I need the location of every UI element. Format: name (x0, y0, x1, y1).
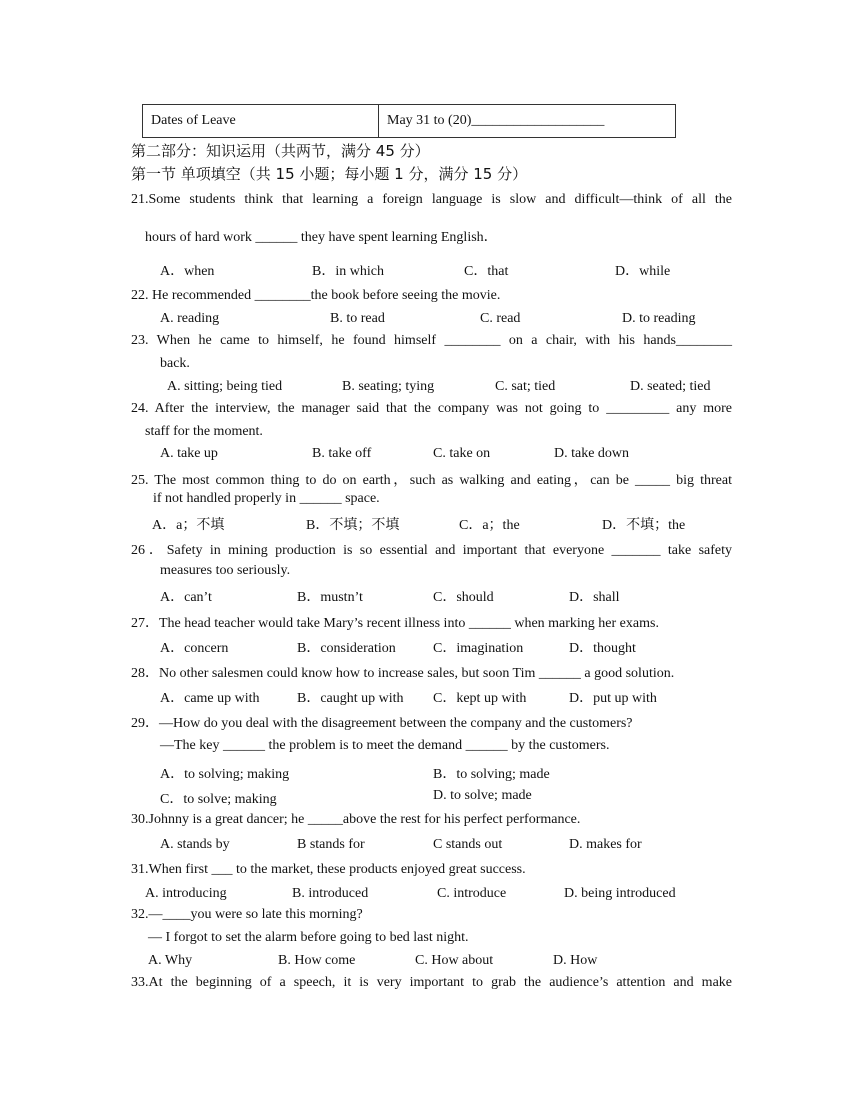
dates-of-leave-value: May 31 to (20)___________________ (379, 105, 676, 138)
q29-option-b: B．to solving; made (433, 767, 550, 782)
q29-option-a: A．to solving; making (160, 767, 290, 782)
q28-option-b: B．caught up with (297, 691, 404, 706)
q25-option-b: B．不填；不填 (306, 518, 400, 533)
q30-option-d: D. makes for (569, 837, 642, 852)
q30-stem: 30.Johnny is a great dancer; he _____above the rest for his perfect performance. (131, 812, 581, 827)
q25-stem-line2: if not handled properly in ______ space. (153, 491, 380, 506)
q21-option-b: B．in which (312, 264, 384, 279)
q26-option-a: A．can’t (160, 590, 212, 605)
q32-stem-line1: 32.—____you were so late this morning? (131, 907, 363, 922)
q28-option-a: A．came up with (160, 691, 260, 706)
q27-option-a: A．concern (160, 641, 229, 656)
q25-option-a: A．a；不填 (152, 518, 225, 533)
q22-option-a: A. reading (160, 311, 220, 326)
q25-stem-line1: 25. The most common thing to do on earth，such as walking and eating，can be _____ big threat (131, 473, 732, 488)
q24-option-a: A. take up (160, 446, 218, 461)
q33-stem-line1: 33.At the beginning of a speech, it is very important to grab the audience’s attention and make (131, 975, 732, 990)
q22-option-c: C. read (480, 311, 521, 326)
q24-option-b: B. take off (312, 446, 372, 461)
q26-stem-line1: 26．Safety in mining production is so essential and important that everyone _______ take safety (131, 543, 732, 558)
q21-option-c: C．that (464, 264, 509, 279)
q22-option-b: B. to read (330, 311, 385, 326)
q25-option-d: D．不填；the (602, 518, 686, 533)
q29-stem-line1: 29．—How do you deal with the disagreement between the company and the customers? (131, 716, 633, 731)
q31-option-a: A. introducing (145, 886, 227, 901)
q24-option-c: C. take on (433, 446, 491, 461)
q27-option-d: D．thought (569, 641, 636, 656)
q24-option-d: D. take down (554, 446, 630, 461)
q31-option-b: B. introduced (292, 886, 369, 901)
q26-stem-line2: measures too seriously. (160, 563, 291, 578)
q29-stem-line2: —The key ______ the problem is to meet the demand ______ by the customers. (160, 738, 610, 753)
section1-heading: 第一节 单项填空（共 15 小题；每小题 1 分，满分 15 分） (131, 165, 528, 183)
q23-option-d: D. seated; tied (630, 379, 711, 394)
q27-stem: 27．The head teacher would take Mary’s recent illness into ______ when marking her exams. (131, 616, 659, 631)
q31-option-c: C. introduce (437, 886, 507, 901)
part2-heading: 第二部分：知识运用（共两节，满分 45 分） (131, 142, 430, 160)
q30-option-a: A. stands by (160, 837, 230, 852)
q29-option-c: C．to solve; making (160, 792, 277, 807)
leave-table (142, 104, 676, 138)
q24-stem-line1: 24. After the interview, the manager said that the company was not going to _________ any more (131, 401, 732, 416)
q23-option-a: A. sitting; being tied (167, 379, 283, 394)
q29-option-d: D. to solve; made (433, 788, 532, 803)
q26-option-d: D．shall (569, 590, 620, 605)
q21-option-a: A．when (160, 264, 215, 279)
q27-option-b: B．consideration (297, 641, 396, 656)
q23-option-c: C. sat; tied (495, 379, 556, 394)
q21-option-d: D．while (615, 264, 671, 279)
q22-option-d: D. to reading (622, 311, 696, 326)
q27-option-c: C．imagination (433, 641, 524, 656)
dates-of-leave-label: Dates of Leave (143, 105, 379, 138)
q32-stem-line2: — I forgot to set the alarm before going to bed last night. (148, 930, 469, 945)
q24-stem-line2: staff for the moment. (145, 424, 263, 439)
q28-option-d: D．put up with (569, 691, 657, 706)
q21-stem-line1: 21.Some students think that learning a foreign language is slow and difficult—think of all the (131, 192, 732, 207)
q22-stem: 22. He recommended ________the book before seeing the movie. (131, 288, 501, 303)
q31-option-d: D. being introduced (564, 886, 676, 901)
q28-option-c: C．kept up with (433, 691, 527, 706)
q32-option-b: B. How come (278, 953, 356, 968)
q30-option-b: B stands for (297, 837, 365, 852)
q26-option-b: B．mustn’t (297, 590, 363, 605)
q31-stem: 31.When first ___ to the market, these products enjoyed great success. (131, 862, 526, 877)
q26-option-c: C．should (433, 590, 494, 605)
table-row (143, 105, 676, 138)
q23-option-b: B. seating; tying (342, 379, 435, 394)
q28-stem: 28．No other salesmen could know how to increase sales, but soon Tim ______ a good solution. (131, 666, 675, 681)
q23-stem-line2: back. (160, 356, 190, 371)
q32-option-a: A. Why (148, 953, 193, 968)
q32-option-c: C. How about (415, 953, 494, 968)
q25-option-c: C．a；the (459, 518, 520, 533)
q32-option-d: D. How (553, 953, 598, 968)
q21-stem-line2: hours of hard work ______ they have spent learning English． (145, 230, 498, 245)
q23-stem-line1: 23. When he came to himself, he found himself ________ on a chair, with his hands________ (131, 333, 732, 348)
q30-option-c: C stands out (433, 837, 503, 852)
